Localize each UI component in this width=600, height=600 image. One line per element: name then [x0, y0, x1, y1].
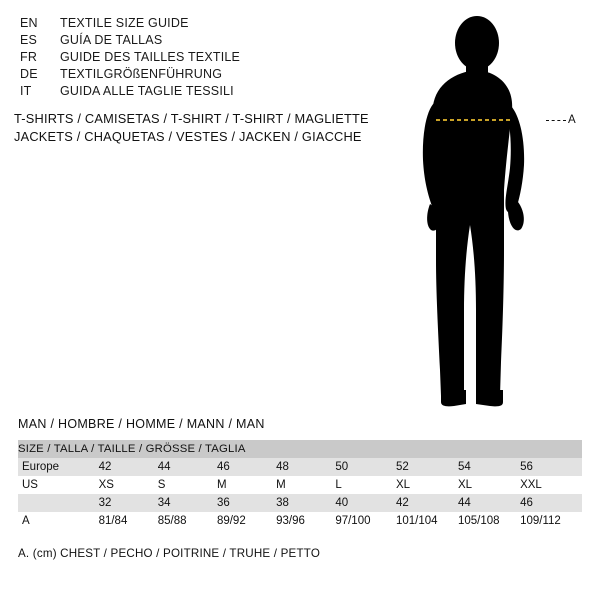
cell-value: 48	[276, 458, 335, 476]
language-title: GUIDA ALLE TAGLIE TESSILI	[60, 84, 234, 98]
cell-value: 44	[458, 494, 520, 512]
cell-value: 93/96	[276, 512, 335, 530]
cell-value: 46	[217, 458, 276, 476]
cell-value: 54	[458, 458, 520, 476]
cell-value: 46	[520, 494, 582, 512]
table-row	[18, 494, 582, 512]
category-list	[14, 110, 394, 146]
measure-label-a: A	[568, 114, 577, 126]
language-row	[20, 84, 380, 101]
cell-value: 101/104	[396, 512, 458, 530]
language-title: GUÍA DE TALLAS	[60, 33, 163, 47]
cell-value: 89/92	[217, 512, 276, 530]
cell-value: 81/84	[99, 512, 158, 530]
category-line-tshirts: T-SHIRTS / CAMISETAS / T-SHIRT / T-SHIRT / MAGLIETTE	[14, 111, 369, 126]
cell-value: XL	[396, 476, 458, 494]
language-header-block	[20, 16, 380, 101]
language-code: EN	[20, 16, 38, 30]
cell-value: XS	[99, 476, 158, 494]
table-header-row	[18, 440, 582, 458]
language-title: TEXTILE SIZE GUIDE	[60, 16, 189, 30]
table-row	[18, 458, 582, 476]
table-row	[18, 476, 582, 494]
cell-value: 97/100	[335, 512, 396, 530]
cell-value: 40	[335, 494, 396, 512]
language-row	[20, 33, 380, 50]
language-code: FR	[20, 50, 38, 64]
cell-value: 32	[99, 494, 158, 512]
table-title: MAN / HOMBRE / HOMME / MANN / MAN	[18, 417, 265, 431]
cell-value: XXL	[520, 476, 582, 494]
cell-value: XL	[458, 476, 520, 494]
cell-value: 109/112	[520, 512, 582, 530]
cell-value: 42	[396, 494, 458, 512]
cell-value: 52	[396, 458, 458, 476]
row-label: A	[18, 512, 99, 530]
language-row	[20, 50, 380, 67]
language-code: ES	[20, 33, 38, 47]
language-row	[20, 67, 380, 84]
male-silhouette-icon	[400, 10, 590, 410]
table-row	[18, 512, 582, 530]
cell-value: M	[217, 476, 276, 494]
row-label	[18, 494, 99, 512]
cell-value: 105/108	[458, 512, 520, 530]
cell-value: 50	[335, 458, 396, 476]
body-silhouette-figure	[400, 10, 590, 410]
cell-value: 56	[520, 458, 582, 476]
table-header-label: SIZE / TALLA / TAILLE / GRÖSSE / TAGLIA	[18, 440, 582, 458]
cell-value: M	[276, 476, 335, 494]
cell-value: S	[158, 476, 217, 494]
row-label: Europe	[18, 458, 99, 476]
cell-value: 42	[99, 458, 158, 476]
language-title: GUIDE DES TAILLES TEXTILE	[60, 50, 241, 64]
cell-value: 34	[158, 494, 217, 512]
cell-value: 85/88	[158, 512, 217, 530]
cell-value: 36	[217, 494, 276, 512]
category-line-jackets: JACKETS / CHAQUETAS / VESTES / JACKEN / GIACCHE	[14, 129, 362, 144]
measure-leader-line	[546, 120, 566, 122]
row-label: US	[18, 476, 99, 494]
language-row	[20, 16, 380, 33]
footnote: A. (cm) CHEST / PECHO / POITRINE / TRUHE / PETTO	[18, 547, 321, 560]
cell-value: 38	[276, 494, 335, 512]
language-code: IT	[20, 84, 32, 98]
size-table	[18, 440, 582, 530]
language-code: DE	[20, 67, 38, 81]
language-title: TEXTILGRÖßENFÜHRUNG	[60, 67, 223, 81]
cell-value: L	[335, 476, 396, 494]
cell-value: 44	[158, 458, 217, 476]
